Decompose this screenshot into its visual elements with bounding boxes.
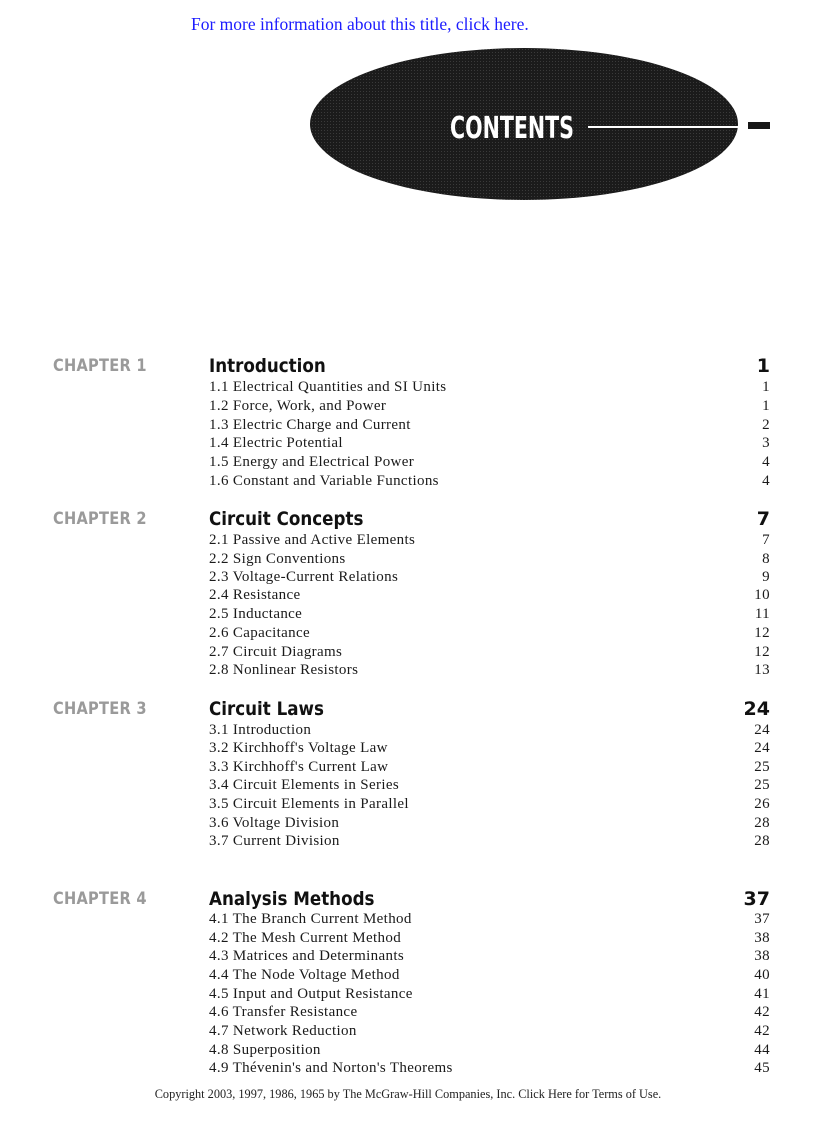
entry-title: 4.1 The Branch Current Method — [209, 911, 412, 927]
entry-page: 13 — [754, 662, 770, 678]
entry-title: 2.6 Capacitance — [209, 625, 311, 641]
entry-title: 3.1 Introduction — [209, 722, 312, 738]
entry-page: 26 — [754, 796, 770, 812]
chapter-page: 37 — [743, 888, 770, 910]
entry-title: 3.6 Voltage Division — [209, 815, 340, 831]
entry-page: 10 — [754, 587, 770, 603]
entry-title: 1.5 Energy and Electrical Power — [209, 454, 415, 470]
entry-page: 45 — [754, 1060, 770, 1076]
entry-title: 1.2 Force, Work, and Power — [209, 398, 387, 414]
entry-title: 2.4 Resistance — [209, 587, 301, 603]
toc-entry[interactable] — [209, 1059, 770, 1078]
toc-entry[interactable] — [209, 721, 770, 740]
entry-title: 2.1 Passive and Active Elements — [209, 532, 416, 548]
entry-page: 38 — [754, 948, 770, 964]
chapter-label: CHAPTER 1 — [53, 356, 147, 376]
entry-page: 24 — [754, 740, 770, 756]
entry-title: 2.5 Inductance — [209, 606, 303, 622]
chapter-label: CHAPTER 3 — [53, 699, 147, 719]
entry-title: 4.2 The Mesh Current Method — [209, 930, 402, 946]
entry-page: 44 — [754, 1042, 770, 1058]
toc-entry[interactable] — [209, 434, 770, 453]
toc-entry[interactable] — [209, 550, 770, 569]
entry-page: 28 — [754, 833, 770, 849]
entry-page: 28 — [754, 815, 770, 831]
toc-entry[interactable] — [209, 453, 770, 472]
entry-page: 9 — [762, 569, 770, 585]
entry-title: 3.7 Current Division — [209, 833, 340, 849]
chapter-title[interactable]: Introduction — [209, 355, 326, 377]
entry-page: 1 — [762, 379, 770, 395]
toc-entry[interactable] — [209, 568, 770, 587]
entry-page: 37 — [754, 911, 770, 927]
toc-entry[interactable] — [209, 776, 770, 795]
entry-title: 4.7 Network Reduction — [209, 1023, 357, 1039]
toc-entry[interactable] — [209, 605, 770, 624]
toc-entry[interactable] — [209, 378, 770, 397]
toc-entry[interactable] — [209, 910, 770, 929]
banner-title: CONTENTS — [450, 111, 574, 146]
chapter-page: 1 — [756, 355, 770, 377]
toc-entry[interactable] — [209, 985, 770, 1004]
entry-page: 1 — [762, 398, 770, 414]
entry-title: 2.2 Sign Conventions — [209, 551, 346, 567]
entry-page: 4 — [762, 473, 770, 489]
entry-page: 12 — [754, 625, 770, 641]
toc-entry[interactable] — [209, 416, 770, 435]
chapter-title[interactable]: Circuit Concepts — [209, 508, 364, 530]
entry-title: 4.9 Thévenin's and Norton's Theorems — [209, 1060, 453, 1076]
entry-title: 2.8 Nonlinear Resistors — [209, 662, 359, 678]
toc-entry[interactable] — [209, 661, 770, 680]
entry-title: 1.6 Constant and Variable Functions — [209, 473, 439, 489]
toc-entry[interactable] — [209, 531, 770, 550]
toc-entry[interactable] — [209, 929, 770, 948]
toc-entry[interactable] — [209, 966, 770, 985]
toc-entry[interactable] — [209, 739, 770, 758]
entry-title: 3.3 Kirchhoff's Current Law — [209, 759, 389, 775]
toc-entry[interactable] — [209, 814, 770, 833]
entry-page: 38 — [754, 930, 770, 946]
copyright-footer: Copyright 2003, 1997, 1986, 1965 by The McGraw-Hill Companies, Inc. Click Here for Terms of Use. — [154, 1087, 662, 1101]
entry-page: 42 — [754, 1023, 770, 1039]
entry-page: 3 — [762, 435, 770, 451]
toc-entry[interactable] — [209, 758, 770, 777]
entry-title: 1.4 Electric Potential — [209, 435, 343, 451]
chapter-label: CHAPTER 4 — [53, 889, 147, 909]
entry-page: 25 — [754, 777, 770, 793]
entry-page: 25 — [754, 759, 770, 775]
toc-entry[interactable] — [209, 832, 770, 851]
toc-entry[interactable] — [209, 643, 770, 662]
toc-entry[interactable] — [209, 397, 770, 416]
chapter-page: 7 — [756, 508, 770, 530]
toc-entry[interactable] — [209, 1041, 770, 1060]
entry-title: 4.4 The Node Voltage Method — [209, 967, 400, 983]
chapter-page: 24 — [743, 698, 770, 720]
toc-entry[interactable] — [209, 795, 770, 814]
toc-entry[interactable] — [209, 624, 770, 643]
entry-title: 4.3 Matrices and Determinants — [209, 948, 405, 964]
entry-page: 8 — [762, 551, 770, 567]
toc-entry[interactable] — [209, 1022, 770, 1041]
entry-page: 4 — [762, 454, 770, 470]
entry-page: 41 — [754, 986, 770, 1002]
entry-title: 2.3 Voltage-Current Relations — [209, 569, 399, 585]
entry-title: 2.7 Circuit Diagrams — [209, 644, 343, 660]
contents-banner — [300, 40, 800, 216]
entry-page: 24 — [754, 722, 770, 738]
entry-title: 3.5 Circuit Elements in Parallel — [209, 796, 409, 812]
toc-entry[interactable] — [209, 472, 770, 491]
chapter-label: CHAPTER 2 — [53, 509, 147, 529]
entry-page: 2 — [762, 417, 770, 433]
toc-entry[interactable] — [209, 1003, 770, 1022]
toc-entry[interactable] — [209, 947, 770, 966]
entry-title: 1.1 Electrical Quantities and SI Units — [209, 379, 447, 395]
entry-title: 3.2 Kirchhoff's Voltage Law — [209, 740, 388, 756]
entry-title: 4.8 Superposition — [209, 1042, 321, 1058]
entry-title: 1.3 Electric Charge and Current — [209, 417, 411, 433]
toc-entry[interactable] — [209, 586, 770, 605]
entry-title: 4.6 Transfer Resistance — [209, 1004, 358, 1020]
entry-page: 40 — [754, 967, 770, 983]
entry-title: 4.5 Input and Output Resistance — [209, 986, 413, 1002]
entry-page: 11 — [754, 606, 770, 622]
entry-title: 3.4 Circuit Elements in Series — [209, 777, 400, 793]
chapter-title[interactable]: Circuit Laws — [209, 698, 324, 720]
banner-tab — [748, 122, 770, 129]
chapter-title[interactable]: Analysis Methods — [209, 888, 375, 910]
entry-page: 12 — [754, 644, 770, 660]
more-info-link[interactable]: For more information about this title, click here. — [191, 14, 529, 34]
entry-page: 7 — [762, 532, 770, 548]
entry-page: 42 — [754, 1004, 770, 1020]
